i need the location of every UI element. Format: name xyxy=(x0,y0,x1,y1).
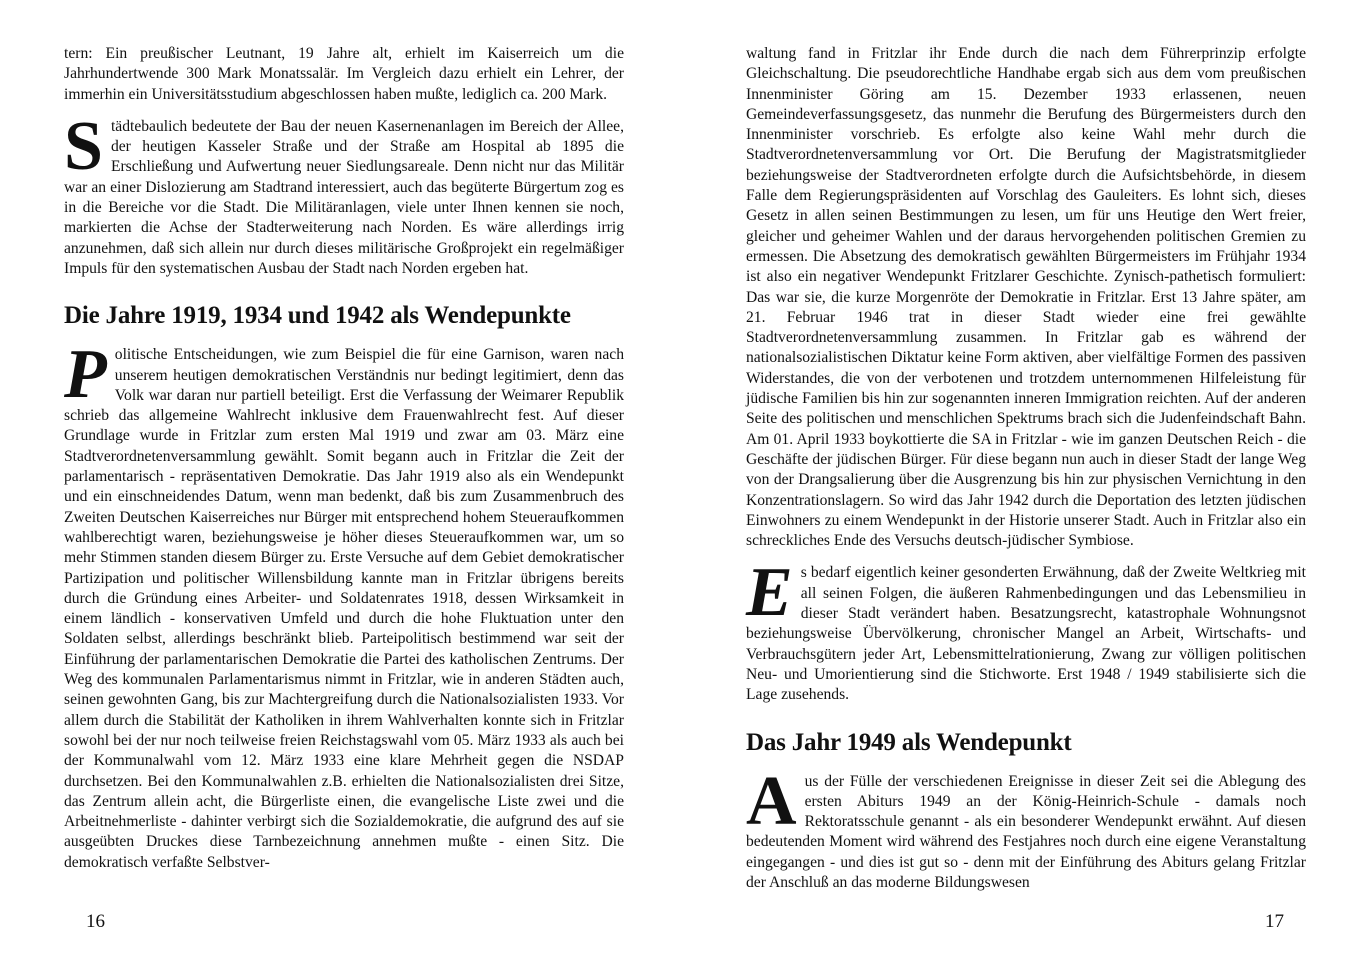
left-section-heading: Die Jahre 1919, 1934 und 1942 als Wendepunkte xyxy=(64,302,571,330)
left-paragraph-3-text: olitische Entscheidungen, wie zum Beispiel die für eine Garnison, waren nach unserem heutigen demokratischen Verständnis nur bedingt legitimiert, denn das Volk war daran nur partiell beteiligt. Erst die Verfassung der Weimarer Republik schrieb das allgemeine Wahlrecht inklusive dem Frauenwahlrecht fest. Auf dieser Grundlage wurde in Fritzlar zum ersten Mal 1919 und zwar am 03. März eine Stadtverordnetenversammlung gewählt. Somit begann auch in Fritzlar die Zeit der parlamentarisch - repräsentativen Demokratie. Das Jahr 1919 also als ein Wendepunkt und ein einschneidendes Datum, wenn man bedenkt, daß bis zum Zusammenbruch des Zweiten Deutschen Kaiserreiches nur Bürger mit entsprechend hohem Steueraufkommen wahlberechtigt waren, beziehungsweise je höher dieses Steueraufkommen war, um so mehr Stimmen standen diesem Bürger zu. Erste Versuche auf dem Gebiet demokratischer Partizipation und politischer Willensbildung kannte man in Fritzlar übrigens bereits durch die Gründung eines Arbeiter- und Soldatenrates 1918, dessen Wirksamkeit in einem ländlich - konservativen Umfeld und durch die hohe Fluktuation unter den Soldaten selbst, allerdings beschränkt blieb. Parteipolitisch bestimmend war seit der Einführung der parlamentarischen Demokratie die Partei des katholischen Zentrums. Der Weg des kommunalen Parlamentarismus nimmt in Fritzlar, wie in anderen Städten auch, seinen gewohnten Gang, bis zur Machtergreifung durch die Nationalsozialisten 1933. Vor allem durch die Stabilität der Katholiken in ihrem Wahlverhalten konnte sich in Fritzlar sowohl bei der nur noch teilweise freien Reichstagswahl vom 05. März 1933 als auch bei der Kommunalwahl vom 12. März 1933 eine klare Mehrheit gegen die NSDAP durchsetzen. Bei den Kommunalwahlen z.B. erhielten die Nationalsozialisten drei Sitze, das Zentrum allein acht, die Bürgerliste einen, die evangelische Liste zwei und die Arbeitnehmerliste - dahinter verbirgt sich die Sozialdemokratie, die aufgrund des auf sie ausgeübten Druckes diese Tarnbezeichnung annehmen mußte - einen Sitz. Die demokratisch verfaßte Selbstver- xyxy=(64,346,624,871)
left-page xyxy=(64,0,624,963)
right-section-heading: Das Jahr 1949 als Wendepunkt xyxy=(746,728,1072,756)
right-paragraph-2 xyxy=(746,554,1306,705)
left-paragraph-3 xyxy=(64,336,624,873)
left-paragraph-2-text: tädtebaulich bedeutete der Bau der neuen Kasernenanlagen im Bereich der Allee, der heutigen Kasseler Straße und der Straße am Hospital ab 1895 die Erschließung und Aufwertung neuer Siedlungsareale. Denn nicht nur das Militär war an einer Dislozierung am Stadtrand interessiert, auch das begüterte Bürgertum zog es in die Bereiche vor die Stadt. Die Militäranlagen, viele unter Ihnen kennen sie noch, markierten die Achse der Stadterweiterung nach Norden. Es wäre allerdings irrig anzunehmen, daß sich allein nur durch dieses militärische Großprojekt ein regelmäßiger Impuls für den systematischen Ausbau der Stadt nach Norden ergeben hat. xyxy=(64,117,624,277)
page-number-left: 16 xyxy=(86,911,105,932)
dropcap-a: A xyxy=(746,762,797,840)
left-paragraph-1: tern: Ein preußischer Leutnant, 19 Jahre alt, erhielt im Kaiserreich um die Jahrhundertwende 300 Mark Monatssalär. Im Vergleich dazu erhielt ein Lehrer, der immerhin ein Universitätsstudium abgeschlossen haben mußte, lediglich ca. 200 Mark. xyxy=(64,45,624,103)
right-paragraph-3-text: us der Fülle der verschiedenen Ereignisse in dieser Zeit sei die Ablegung des ersten Abiturs 1949 an der König-Heinrich-Schule - damals noch Rektoratsschule genannt - als ein besonderer Wendepunkt erwähnt. Auf diesen bedeutenden Moment wird während des Festjahres noch durch eine eigene Veranstaltung eingegangen - und dies ist gut so - denn mit der Einführung des Abiturs gelang Fritzlar der Anschluß an das moderne Bildungswesen xyxy=(746,772,1306,891)
left-paragraph-2 xyxy=(64,107,624,279)
dropcap-p: P xyxy=(64,336,107,414)
right-paragraph-1: waltung fand in Fritzlar ihr Ende durch die nach dem Führerprinzip erfolgte Gleichschaltung. Die pseudorechtliche Handhabe ergab sich aus dem vom preußischen Innenminister Göring am 15. Dezember 1933 erlassenen, neuen Gemeindeverfassungsgesetz, das nunmehr die Berufung des Bürgermeisters durch den Innenminister vorschrieb. Es erfolgte also keine Wahl mehr durch die Stadtverordnetenversammlung vor Ort. Die Berufung der Magistratsmitglieder beziehungsweise der Stadtverordneten erfolgte durch die Aufsichtsbehörde, in diesem Falle dem Regierungspräsidenten auf Vorschlag des Gauleiters. Es lohnt sich, dieses Gesetz in allen seinen Bestimmungen zu lesen, um für uns Heutige den Wert freier, gleicher und geheimer Wahlen und der daraus hervorgehenden politischen Gremien zu ermessen. Die Absetzung des demokratisch gewählten Bürgermeisters im Frühjahr 1934 ist also ein negativer Wendepunkt Fritzlarer Geschichte. Zynisch-pathetisch formuliert: Das war sie, die kurze Morgenröte der Demokratie in Fritzlar. Erst 13 Jahre später, am 21. Februar 1946 trat in dieser Stadt wieder eine frei gewählte Stadtverordnetenversammlung zusammen. In Fritzlar gab es während der nationalsozialistischen Diktatur keine Form aktiven, aber vielfältige Formen des passiven Widerstandes, die von der verbotenen und trotzdem unternommenen Hilfeleistung für jüdische Familien bis hin zur sogenannten inneren Immigration reichten. Auf der anderen Seite des politischen und menschlichen Spektrums brach sich die Judenfeindschaft Bahn. Am 01. April 1933 boykottierte die SA in Fritzlar - wie im ganzen Deutschen Reich - die Geschäfte der jüdischen Bürger. Für diese begann nun auch in dieser Stadt der lange Weg von der Drangsalierung über die Ausgrenzung bis hin zur physischen Vernichtung in den Konzentrationslagern. So wird das Jahr 1942 durch die Deportation des letzten jüdischen Einwohners zu einem Wendepunkt in der Historie unserer Stadt. Auch in Fritzlar also ein schreckliches Ende des Versuchs deutsch-jüdischer Symbiose. xyxy=(746,45,1306,550)
dropcap-s: S xyxy=(64,107,103,185)
right-paragraph-2-text: s bedarf eigentlich keiner gesonderten Erwähnung, daß der Zweite Weltkrieg mit all seinen Folgen, die äußeren Rahmenbedingungen und das Lebensmilieu in dieser Stadt verändert haben. Besatzungsrecht, katastrophale Wohnungsnot beziehungsweise Übervölkerung, chronischer Mangel an Arbeit, Wirtschafts- und Verbrauchsgütern jeder Art, Lebensmittelrationierung, Zwang zur völligen politischen Neu- und Umorientierung sind die Stichworte. Erst 1948 / 1949 stabilisierte sich die Lage zusehends. xyxy=(746,564,1306,704)
dropcap-e: E xyxy=(746,554,793,632)
right-page xyxy=(746,0,1306,963)
page-number-right: 17 xyxy=(1265,911,1284,932)
right-paragraph-3 xyxy=(746,762,1306,894)
